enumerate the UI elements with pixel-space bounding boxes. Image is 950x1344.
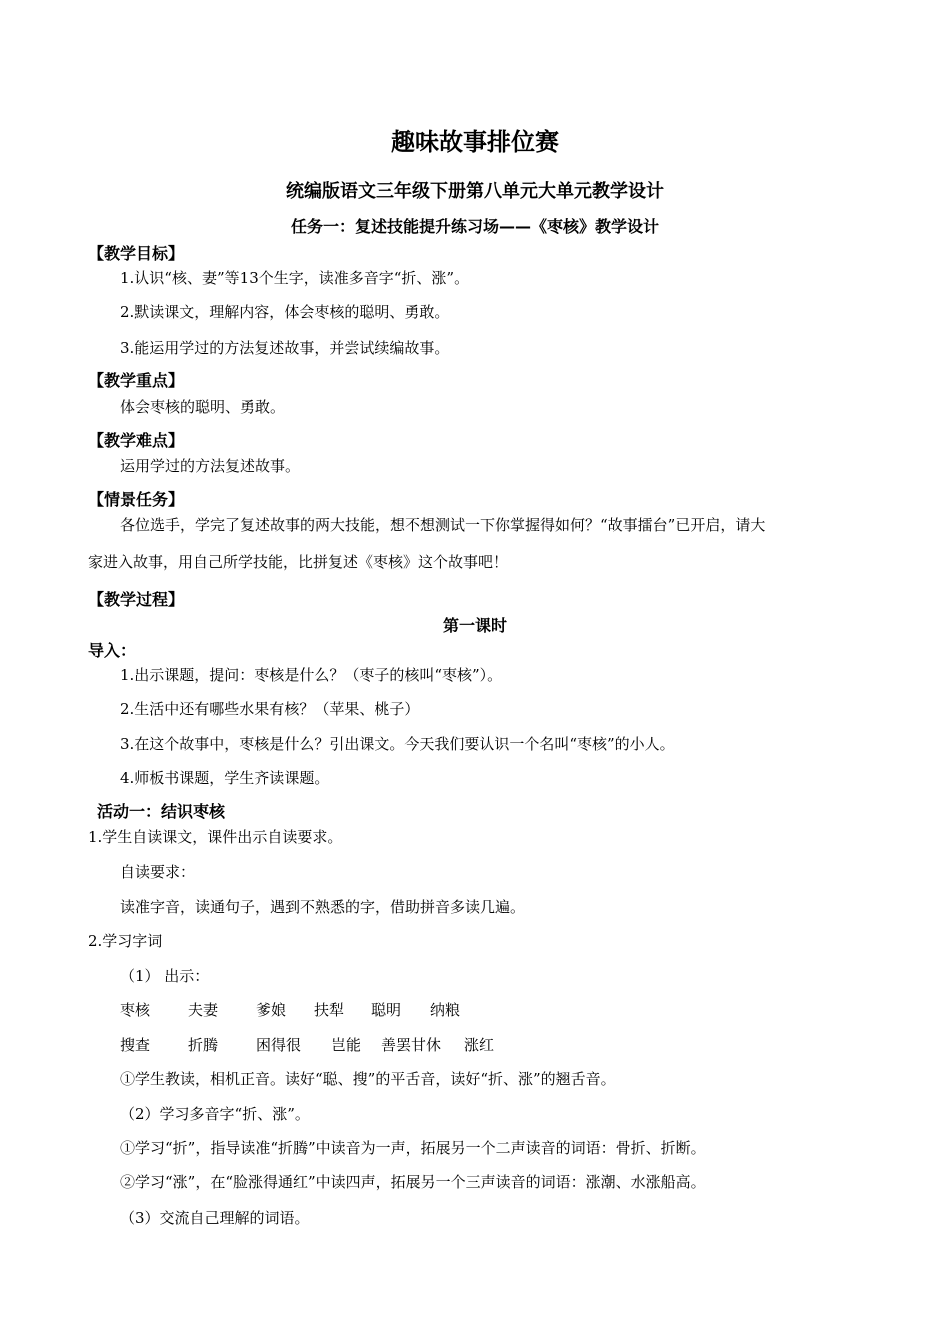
goal-item-3: 3.能运用学过的方法复述故事，并尝试续编故事。	[120, 339, 450, 357]
requirement-label: 自读要求：	[120, 863, 196, 881]
subsection-3: （3）交流自己理解的词语。	[120, 1209, 310, 1227]
intro-item-1: 1.出示课题，提问：枣核是什么？（枣子的核叫“枣核”）。	[120, 666, 503, 684]
word-item: 岂能	[331, 1036, 362, 1054]
show-label: （1） 出示：	[120, 967, 210, 985]
goal-item-1: 1.认识“核、妻”等13个生字，读准多音字“折、涨”。	[120, 269, 470, 287]
intro-item-3: 3.在这个故事中，枣核是什么？引出课文。今天我们要认识一个名叫“枣核”的小人。	[120, 735, 675, 753]
scenario-line-1: 各位选手，学完了复述故事的两大技能，想不想测试一下你掌握得如何？“故事擂台”已开启，请大	[120, 516, 766, 534]
word-item: 善罢甘休	[381, 1036, 442, 1054]
word-item: 聪明	[371, 1001, 402, 1019]
intro-item-4: 4.师板书课题，学生齐读课题。	[120, 769, 330, 787]
intro-heading: 导入：	[88, 641, 137, 660]
intro-item-2: 2.生活中还有哪些水果有核？（苹果、桃子）	[120, 700, 420, 718]
requirement-text: 读准字音，读通句子，遇到不熟悉的字，借助拼音多读几遍。	[120, 898, 526, 916]
word-item: 折腾	[188, 1036, 219, 1054]
activity1-heading: 活动一：结识枣核	[97, 802, 226, 821]
note-2: ①学习“折”，指导读准“折腾”中读音为一声，拓展另一个二声读音的词语：骨折、折断。	[120, 1139, 706, 1157]
doc-subtitle: 统编版语文三年级下册第八单元大单元教学设计	[286, 181, 664, 202]
subsection-2: （2）学习多音字“折、涨”。	[120, 1105, 310, 1123]
key-points-text: 体会枣核的聪明、勇敢。	[120, 398, 286, 416]
goal-item-2: 2.默读课文，理解内容，体会枣核的聪明、勇敢。	[120, 303, 450, 321]
scenario-heading: 【情景任务】	[88, 490, 185, 509]
process-heading: 【教学过程】	[88, 590, 185, 609]
task-title: 任务一：复述技能提升练习场——《枣核》教学设计	[290, 217, 659, 236]
note-3: ②学习“涨”，在“脸涨得通红”中读四声，拓展另一个三声读音的词语：涨潮、水涨船高。	[120, 1173, 706, 1191]
word-item: 纳粮	[430, 1001, 461, 1019]
word-item: 扶犁	[314, 1001, 345, 1019]
word-item: 夫妻	[188, 1001, 219, 1019]
scenario-line-2: 家进入故事，用自己所学技能，比拼复述《枣核》这个故事吧！	[88, 553, 509, 571]
lesson-label: 第一课时	[442, 616, 507, 635]
difficulties-text: 运用学过的方法复述故事。	[120, 457, 301, 475]
note-1: ①学生教读，相机正音。读好“聪、搜”的平舌音，读好“折、涨”的翘舌音。	[120, 1070, 616, 1088]
word-item: 爹娘	[256, 1001, 287, 1019]
key-points-heading: 【教学重点】	[88, 371, 185, 390]
word-item: 搜查	[120, 1036, 151, 1054]
difficulties-heading: 【教学难点】	[88, 431, 185, 450]
word-item: 涨红	[464, 1036, 495, 1054]
word-item: 困得很	[256, 1036, 302, 1054]
word-item: 枣核	[120, 1001, 151, 1019]
step-1: 1.学生自读课文，课件出示自读要求。	[88, 828, 343, 846]
goals-heading: 【教学目标】	[88, 244, 185, 263]
step-2: 2.学习字词	[88, 932, 163, 950]
doc-title: 趣味故事排位赛	[391, 128, 559, 156]
